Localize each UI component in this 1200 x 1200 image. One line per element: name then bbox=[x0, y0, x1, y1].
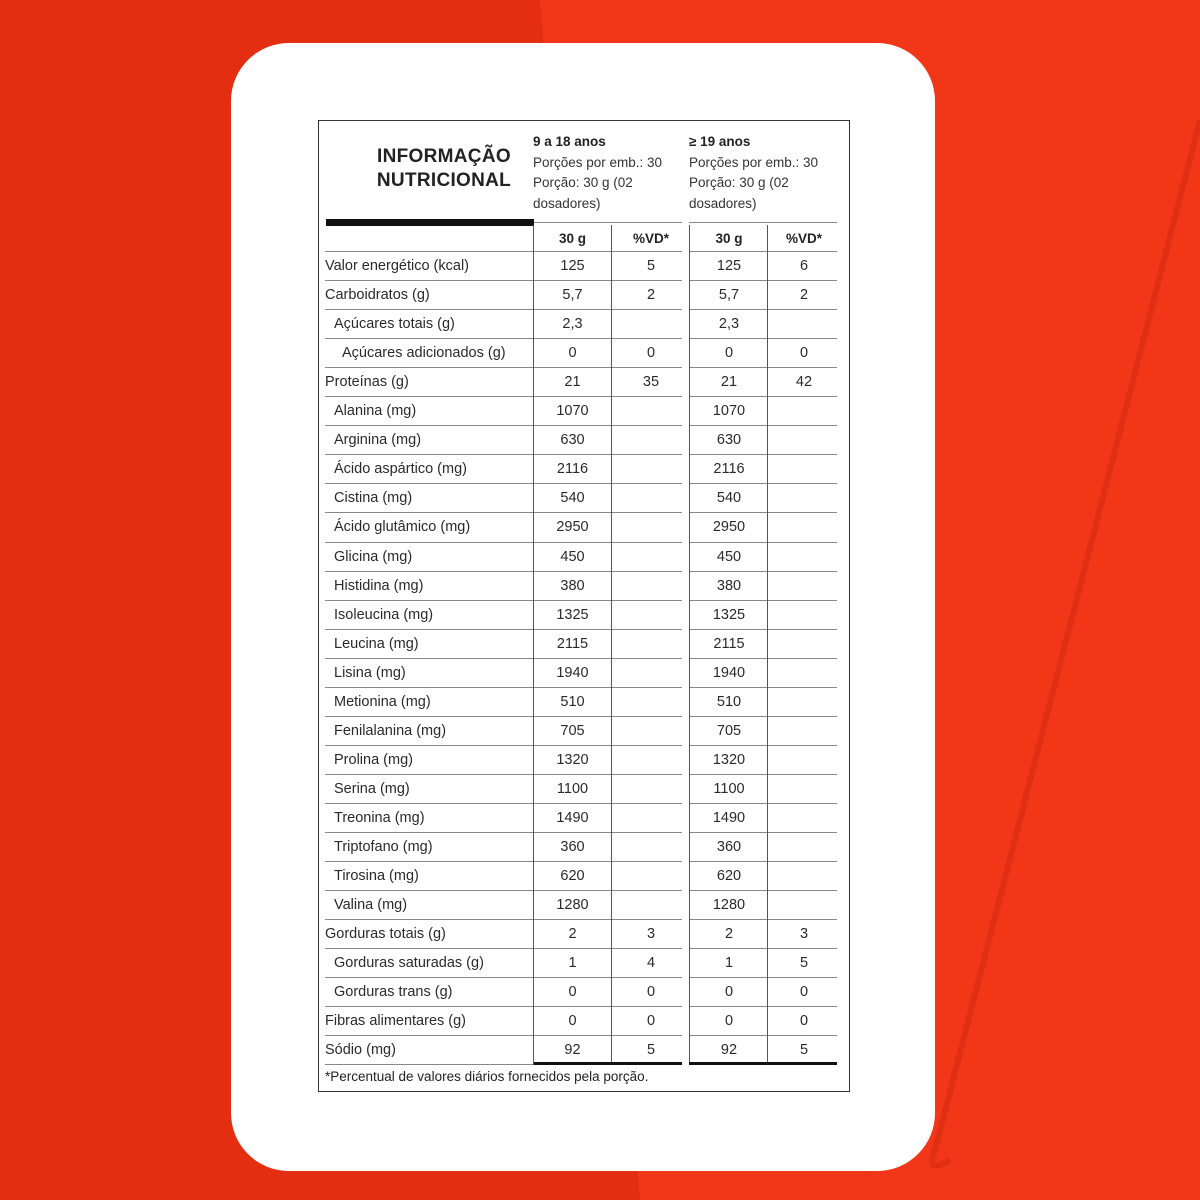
nutrient-name: Gorduras saturadas (g) bbox=[334, 955, 484, 972]
footnote: *Percentual de valores diários fornecidos pela porção. bbox=[325, 1069, 649, 1084]
value-9-18: 0 bbox=[568, 1013, 577, 1030]
dv-19-plus bbox=[769, 717, 839, 746]
nutrient-name: Arginina (mg) bbox=[334, 432, 422, 449]
nutrition-facts-label bbox=[318, 120, 850, 1092]
nutrient-name: Fibras alimentares (g) bbox=[325, 1013, 467, 1030]
dv-9-18: 5 bbox=[646, 258, 656, 274]
value-9-18: 0 bbox=[568, 345, 577, 362]
dv-19-plus bbox=[769, 426, 839, 455]
nutrient-name: Açúcares adicionados (g) bbox=[342, 345, 506, 362]
value-9-18: 5,7 bbox=[562, 287, 583, 304]
dv-19-plus: 3 bbox=[799, 926, 809, 943]
dv-19-plus: 5 bbox=[799, 1042, 809, 1059]
dv-9-18 bbox=[613, 688, 689, 717]
dv-19-plus bbox=[769, 862, 839, 891]
dv-19-plus bbox=[769, 775, 839, 804]
table-end-divider bbox=[534, 1062, 682, 1065]
value-19-plus: 380 bbox=[716, 577, 742, 594]
dv-19-plus bbox=[769, 397, 839, 426]
nutrient-name: Açúcares totais (g) bbox=[334, 316, 455, 333]
column-divider bbox=[611, 225, 612, 1065]
value-19-plus: 2,3 bbox=[718, 316, 740, 333]
dv-9-18: 4 bbox=[646, 955, 656, 972]
table-row bbox=[325, 310, 839, 339]
dv-19-plus bbox=[769, 746, 839, 775]
dv-9-18 bbox=[613, 630, 689, 659]
column-header-dv: %VD* bbox=[785, 231, 822, 246]
nutrient-name: Prolina (mg) bbox=[334, 751, 413, 768]
table-row bbox=[325, 368, 839, 397]
label-title: INFORMAÇÃO NUTRICIONAL bbox=[376, 146, 512, 191]
value-19-plus: 620 bbox=[716, 868, 742, 885]
nutrient-name: Fenilalanina (mg) bbox=[334, 722, 447, 739]
table-row bbox=[325, 572, 839, 601]
table-row bbox=[325, 659, 839, 688]
value-9-18: 2950 bbox=[556, 519, 589, 536]
dv-19-plus bbox=[769, 513, 839, 542]
value-9-18: 125 bbox=[560, 258, 585, 274]
value-19-plus: 92 bbox=[720, 1042, 738, 1059]
value-9-18: 92 bbox=[564, 1042, 581, 1059]
dv-9-18 bbox=[613, 775, 689, 804]
table-row bbox=[325, 397, 839, 426]
dv-9-18 bbox=[613, 484, 689, 513]
dv-9-18: 5 bbox=[646, 1042, 656, 1059]
value-9-18: 1940 bbox=[556, 664, 589, 681]
value-9-18: 1070 bbox=[556, 403, 589, 420]
row-divider bbox=[689, 251, 837, 252]
nutrient-name: Serina (mg) bbox=[334, 780, 410, 797]
row-divider bbox=[325, 251, 533, 252]
nutrient-name: Lisina (mg) bbox=[334, 664, 406, 681]
value-9-18: 1490 bbox=[556, 809, 589, 826]
value-9-18: 1320 bbox=[556, 751, 589, 768]
column-divider bbox=[767, 225, 768, 1065]
nutrient-name: Histidina (mg) bbox=[334, 577, 424, 594]
table-row bbox=[325, 862, 839, 891]
value-19-plus: 2115 bbox=[713, 635, 745, 652]
dv-19-plus bbox=[769, 804, 839, 833]
nutrient-name: Alanina (mg) bbox=[334, 403, 417, 420]
nutrient-name: Tirosina (mg) bbox=[334, 868, 419, 885]
value-19-plus: 2 bbox=[724, 926, 734, 943]
dv-9-18 bbox=[613, 455, 689, 484]
dv-9-18 bbox=[613, 717, 689, 746]
dv-9-18 bbox=[613, 426, 689, 455]
value-9-18: 0 bbox=[568, 984, 577, 1001]
dv-9-18 bbox=[613, 891, 689, 920]
dv-19-plus: 5 bbox=[799, 955, 809, 972]
value-9-18: 1280 bbox=[556, 897, 589, 914]
dv-19-plus: 0 bbox=[799, 345, 809, 362]
value-9-18: 1100 bbox=[556, 780, 589, 797]
nutrient-name: Isoleucina (mg) bbox=[334, 606, 434, 623]
value-19-plus: 0 bbox=[724, 345, 734, 362]
dv-19-plus bbox=[769, 455, 839, 484]
dv-9-18: 2 bbox=[646, 287, 656, 304]
value-9-18: 2116 bbox=[556, 461, 589, 478]
dv-19-plus: 0 bbox=[799, 1013, 809, 1030]
value-19-plus: 450 bbox=[716, 548, 742, 565]
dv-19-plus: 0 bbox=[799, 984, 809, 1001]
table-row bbox=[325, 746, 839, 775]
table-row bbox=[325, 1007, 839, 1036]
nutrient-name: Valina (mg) bbox=[334, 897, 408, 914]
table-row bbox=[325, 978, 839, 1007]
nutrient-name: Leucina (mg) bbox=[334, 635, 419, 652]
dv-19-plus bbox=[769, 833, 839, 862]
nutrient-name: Gorduras trans (g) bbox=[334, 984, 453, 1001]
value-9-18: 1 bbox=[568, 955, 577, 972]
table-row bbox=[325, 775, 839, 804]
nutrient-name: Metionina (mg) bbox=[334, 693, 431, 710]
column-divider bbox=[533, 225, 534, 1065]
value-9-18: 21 bbox=[564, 374, 581, 391]
row-divider bbox=[534, 251, 682, 252]
dv-9-18 bbox=[613, 543, 689, 572]
value-9-18: 510 bbox=[560, 693, 585, 710]
nutrient-name: Gorduras totais (g) bbox=[325, 926, 446, 943]
value-9-18: 2115 bbox=[556, 635, 589, 652]
table-row bbox=[325, 281, 839, 310]
table-row bbox=[325, 717, 839, 746]
nutrient-name: Ácido glutâmico (mg) bbox=[334, 519, 471, 536]
dv-19-plus bbox=[769, 484, 839, 513]
value-19-plus: 125 bbox=[716, 258, 742, 274]
dv-9-18: 3 bbox=[646, 926, 656, 943]
header-divider bbox=[534, 222, 682, 223]
group-9-18-years: 9 a 18 anos Porções por emb.: 30 Porção: 30 g (02 dosadores) bbox=[533, 134, 663, 211]
nutrient-name: Carboidratos (g) bbox=[325, 287, 430, 304]
value-19-plus: 5,7 bbox=[718, 287, 740, 304]
dv-19-plus bbox=[769, 310, 839, 339]
table-row bbox=[325, 339, 839, 368]
row-divider bbox=[325, 1064, 533, 1065]
table-row bbox=[325, 804, 839, 833]
dv-9-18 bbox=[613, 310, 689, 339]
value-9-18: 1325 bbox=[556, 606, 589, 623]
dv-9-18 bbox=[613, 513, 689, 542]
value-19-plus: 2116 bbox=[713, 461, 745, 478]
table-row bbox=[325, 484, 839, 513]
value-19-plus: 1940 bbox=[712, 664, 746, 681]
column-header-dv: %VD* bbox=[632, 231, 669, 246]
value-19-plus: 0 bbox=[724, 984, 734, 1001]
value-19-plus: 360 bbox=[716, 839, 742, 855]
table-row bbox=[325, 630, 839, 659]
dv-9-18 bbox=[613, 572, 689, 601]
value-19-plus: 0 bbox=[724, 1013, 734, 1030]
nutrient-name: Cistina (mg) bbox=[334, 490, 413, 507]
dv-19-plus bbox=[769, 891, 839, 920]
dv-9-18 bbox=[613, 862, 689, 891]
value-19-plus: 21 bbox=[720, 374, 738, 391]
value-9-18: 2,3 bbox=[562, 316, 583, 333]
dv-9-18: 0 bbox=[646, 345, 656, 362]
value-19-plus: 1070 bbox=[712, 403, 746, 420]
dv-9-18 bbox=[613, 659, 689, 688]
table-row bbox=[325, 426, 839, 455]
dv-19-plus: 2 bbox=[799, 287, 809, 304]
value-19-plus: 1100 bbox=[713, 780, 745, 797]
table-row bbox=[325, 252, 839, 281]
value-19-plus: 705 bbox=[716, 722, 742, 739]
table-row bbox=[325, 513, 839, 542]
nutrient-name: Ácido aspártico (mg) bbox=[334, 461, 467, 478]
table-row bbox=[325, 949, 839, 978]
value-9-18: 450 bbox=[560, 548, 585, 565]
value-9-18: 360 bbox=[560, 839, 585, 855]
table-row bbox=[325, 833, 839, 862]
table-row bbox=[325, 455, 839, 484]
value-19-plus: 1490 bbox=[712, 809, 746, 826]
dv-9-18 bbox=[613, 746, 689, 775]
table-row bbox=[325, 688, 839, 717]
table-row bbox=[325, 543, 839, 572]
table-row bbox=[325, 1036, 839, 1065]
value-9-18: 540 bbox=[560, 490, 585, 507]
dv-9-18 bbox=[613, 397, 689, 426]
value-9-18: 2 bbox=[568, 926, 577, 943]
dv-19-plus bbox=[769, 543, 839, 572]
column-header-amount: 30 g bbox=[715, 231, 743, 246]
value-19-plus: 1 bbox=[724, 955, 734, 972]
column-header-amount: 30 g bbox=[558, 231, 586, 246]
nutrient-name: Glicina (mg) bbox=[334, 548, 413, 565]
dv-19-plus bbox=[769, 601, 839, 630]
table-row bbox=[325, 891, 839, 920]
value-19-plus: 1325 bbox=[712, 606, 746, 623]
value-19-plus: 630 bbox=[716, 432, 742, 449]
dv-9-18 bbox=[613, 601, 689, 630]
table-end-divider bbox=[689, 1062, 837, 1065]
dv-9-18: 0 bbox=[646, 984, 656, 1001]
dv-19-plus bbox=[769, 630, 839, 659]
column-divider bbox=[689, 225, 690, 1065]
value-19-plus: 540 bbox=[716, 490, 742, 507]
nutrient-name: Valor energético (kcal) bbox=[325, 258, 469, 274]
value-9-18: 705 bbox=[560, 722, 585, 739]
value-9-18: 630 bbox=[560, 432, 585, 449]
nutrient-name: Sódio (mg) bbox=[325, 1042, 396, 1059]
header-divider bbox=[689, 222, 837, 223]
group-19-plus-years: ≥ 19 anos Porções por emb.: 30 Porção: 30 g (02 dosadores) bbox=[689, 134, 819, 211]
value-9-18: 620 bbox=[560, 868, 585, 885]
dv-19-plus bbox=[769, 688, 839, 717]
value-19-plus: 510 bbox=[716, 693, 742, 710]
dv-19-plus bbox=[769, 659, 839, 688]
title-divider bbox=[326, 219, 534, 226]
value-19-plus: 1280 bbox=[712, 897, 746, 914]
dv-9-18: 0 bbox=[646, 1013, 656, 1030]
nutrient-name: Proteínas (g) bbox=[325, 374, 409, 391]
dv-19-plus: 6 bbox=[799, 258, 809, 274]
table-row bbox=[325, 601, 839, 630]
value-19-plus: 2950 bbox=[712, 519, 746, 536]
dv-9-18: 35 bbox=[642, 374, 660, 391]
dv-19-plus: 42 bbox=[795, 374, 813, 391]
dv-19-plus bbox=[769, 572, 839, 601]
nutrient-name: Treonina (mg) bbox=[334, 809, 425, 826]
value-19-plus: 1320 bbox=[712, 751, 746, 768]
value-9-18: 380 bbox=[560, 577, 585, 594]
table-row bbox=[325, 920, 839, 949]
nutrient-name: Triptofano (mg) bbox=[334, 839, 433, 855]
dv-9-18 bbox=[613, 804, 689, 833]
dv-9-18 bbox=[613, 833, 689, 862]
